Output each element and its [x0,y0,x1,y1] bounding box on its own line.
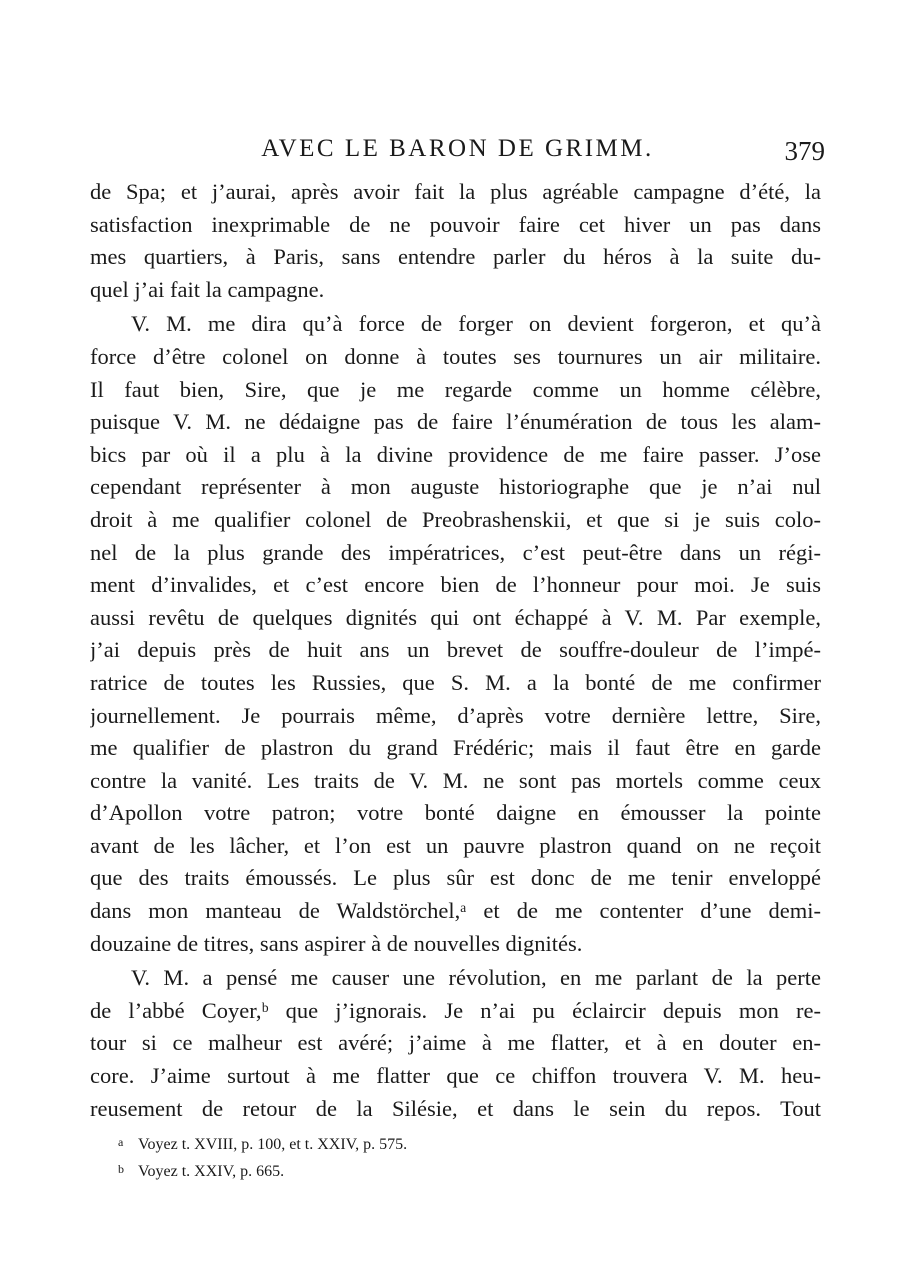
text-line: quel j’ai fait la campagne. [90,276,325,302]
text-line: cependant représenter à mon auguste historiographe que je n’ai nul [90,474,821,500]
text-line: douzaine de titres, sans aspirer à de nouvelles dignités. [90,930,583,956]
footnote-marker: a [118,1135,124,1149]
text-line: bics par où il a plu à la divine providence de me faire passer. J’ose [90,441,821,467]
text-line: mes quartiers, à Paris, sans entendre parler du héros à la suite du- [90,244,821,270]
footnotes [118,1130,718,1184]
footnote-marker: b [118,1162,124,1176]
text-line: de Spa; et j’aurai, après avoir fait la plus agréable campagne d’été, la [90,179,821,204]
text-line: ratrice de toutes les Russies, que S. M. a la bonté de me confirmer [90,669,821,695]
text-line: satisfaction inexprimable de ne pouvoir faire cet hiver un pas dans [90,211,821,237]
paragraph [90,176,821,306]
running-head [90,132,825,166]
text-line: ment d’invalides, et c’est encore bien de l’honneur pour moi. Je suis [90,572,821,598]
text-line: de l’abbé Coyer,ᵇ que j’ignorais. Je n’ai pu éclaircir depuis mon re- [90,997,821,1023]
text-line: force d’être colonel on donne à toutes ses tournures un air militaire. [90,343,821,369]
text-line: contre la vanité. Les traits de V. M. ne sont pas mortels comme ceux [90,767,821,793]
text-line: me qualifier de plastron du grand Frédéric; mais il faut être en garde [90,735,821,761]
text-line: j’ai depuis près de huit ans un brevet de souffre-douleur de l’impé- [90,637,821,663]
paragraph [90,308,821,960]
text-line: journellement. Je pourrais même, d’après votre dernière lettre, Sire, [90,702,821,728]
text-line: avant de les lâcher, et l’on est un pauvre plastron quand on ne reçoit [90,832,821,858]
footnote [118,1157,718,1184]
text-line: V. M. me dira qu’à force de forger on devient forgeron, et qu’à [131,311,821,337]
text-line: V. M. a pensé me causer une révolution, en me parlant de la perte [131,965,821,991]
body-text [90,176,821,1125]
text-line: droit à me qualifier colonel de Preobrashenskii, et que si je suis colo- [90,506,821,532]
text-line: dans mon manteau de Waldstörchel,ᵃ et de me contenter d’une demi- [90,898,821,924]
text-line: que des traits émoussés. Le plus sûr est donc de me tenir enveloppé [90,865,821,891]
text-line: d’Apollon votre patron; votre bonté daigne en émousser la pointe [90,800,821,826]
page-number: 379 [784,136,825,166]
text-line: core. J’aime surtout à me flatter que ce chiffon trouvera V. M. heu- [90,1063,821,1089]
text-line: aussi revêtu de quelques dignités qui ont échappé à V. M. Par exemple, [90,604,821,630]
footnote [118,1130,718,1157]
text-line: Il faut bien, Sire, que je me regarde comme un homme célèbre, [90,376,821,402]
running-title: AVEC LE BARON DE GRIMM. [261,135,654,162]
text-line: tour si ce malheur est avéré; j’aime à me flatter, et à en douter en- [90,1030,821,1056]
text-line: puisque V. M. ne dédaigne pas de faire l’énumération de tous les alam- [90,409,821,435]
text-line: reusement de retour de la Silésie, et dans le sein du repos. Tout [90,1095,821,1121]
footnote-text: Voyez t. XVIII, p. 100, et t. XXIV, p. 575. [138,1136,408,1153]
paragraph [90,962,821,1125]
text-line: nel de la plus grande des impératrices, c’est peut-être dans un régi- [90,539,821,565]
footnote-text: Voyez t. XXIV, p. 665. [138,1163,285,1180]
